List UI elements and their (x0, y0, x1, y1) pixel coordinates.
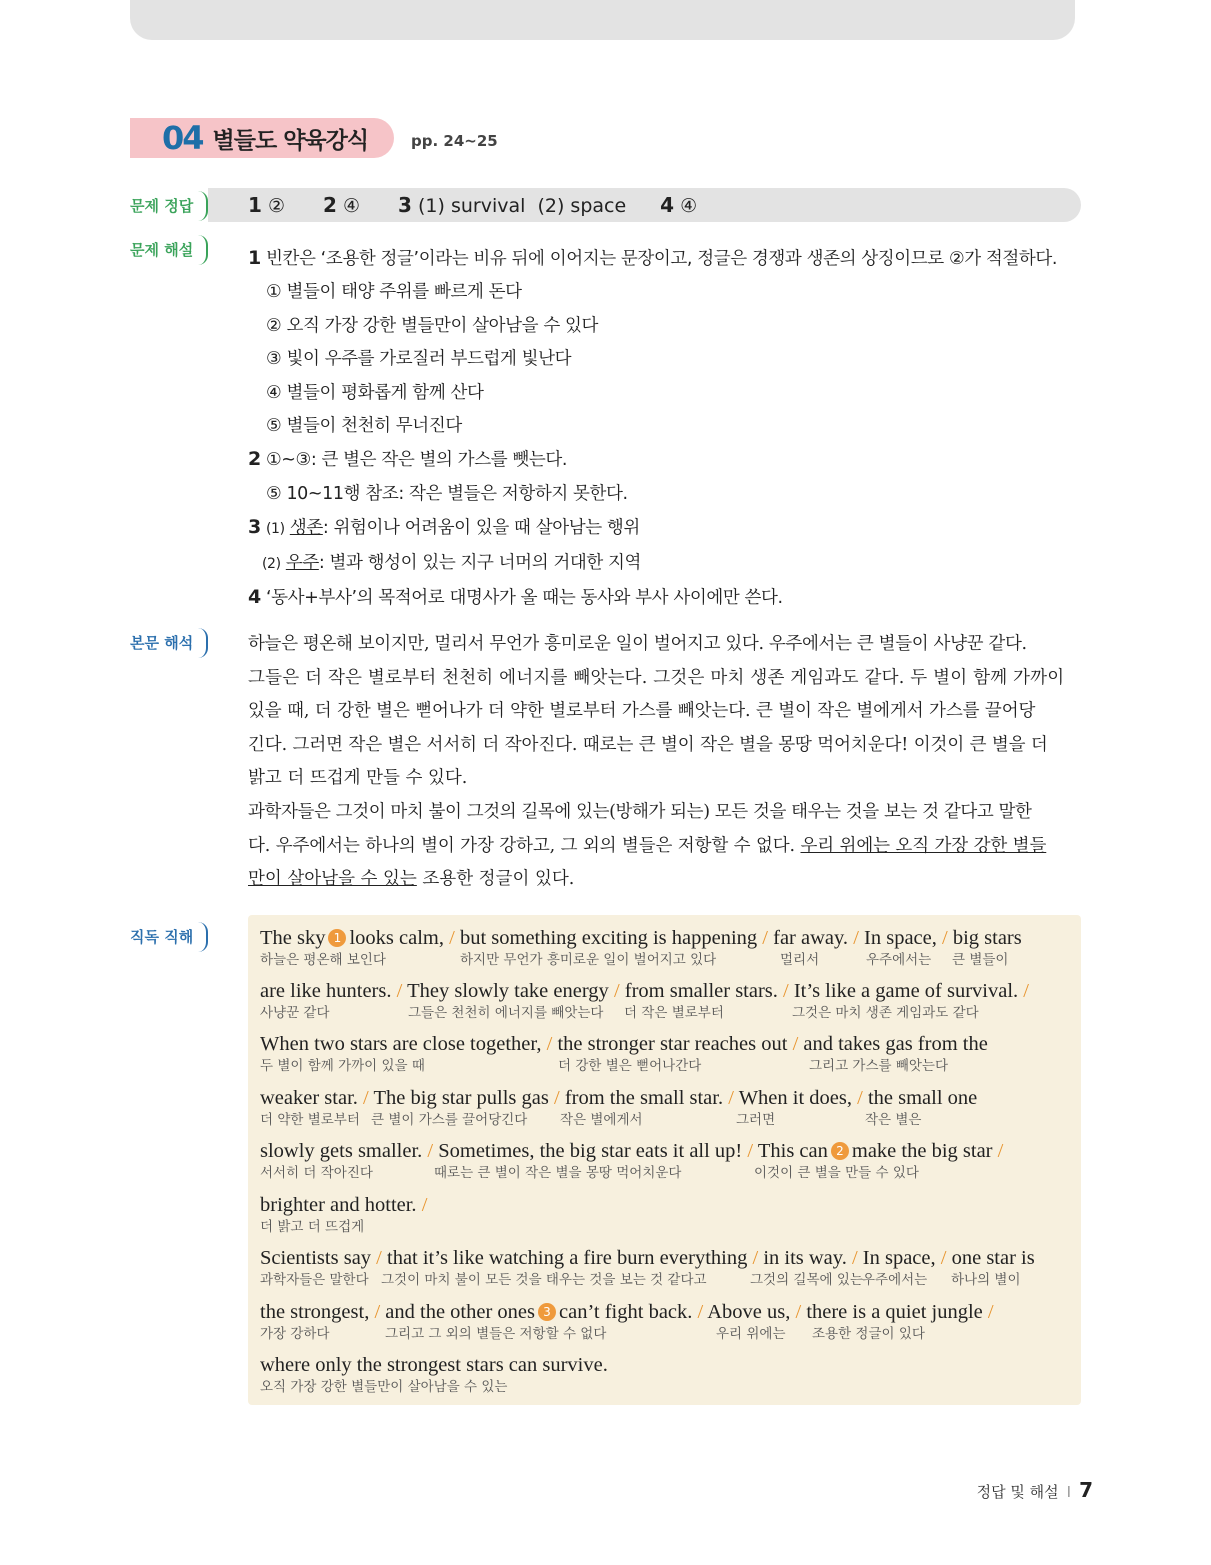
q1-option: ⑤ 별들이 천천히 무너진다 (266, 416, 462, 437)
explanation-q2-note: ⑤ 10~11행 참조: 작은 별들은 저항하지 못한다. (266, 483, 628, 504)
direct-reading-box (248, 915, 1081, 1405)
label-translation: 본문 해석 (130, 628, 208, 658)
answer-4: 4 ④ (660, 193, 698, 217)
page-footer (977, 1478, 1093, 1502)
answer-1: 1 ② (248, 193, 286, 217)
direct-row: are like hunters. / They slowly take energy / from smaller stars. / It’s like a game of survival. / 사냥꾼 같다 그들은 천천히 에너지를 빼앗는다 더 작은 별로부터 그것은 마치 생존 게임과도 같다 (260, 980, 1029, 1021)
translation-line: 하늘은 평온해 보이지만, 멀리서 무언가 흥미로운 일이 벌어지고 있다. 우주에서는 큰 별들이 사냥꾼 같다. (248, 634, 1027, 654)
answer-2: 2 ④ (323, 193, 361, 217)
page-reference: pp. 24~25 (411, 132, 498, 150)
direct-row: When two stars are close together, / the stronger star reaches out / and takes gas from the 두 별이 함께 가까이 있을 때 더 강한 별은 뻗어나간다 그리고 가스를 빼앗는다 (260, 1033, 988, 1074)
q1-option: ③ 빛이 우주를 가로질러 부드럽게 빛난다 (266, 349, 572, 370)
translation-block (248, 628, 1082, 897)
top-header-bar (130, 0, 1075, 40)
explanation-q3: 3 (1) 생존: 위험이나 어려움이 있을 때 살아남는 행위 (248, 516, 640, 539)
translation-line: 다. 우주에서는 하나의 별이 가장 강하고, 그 외의 별들은 저항할 수 없다. 우리 위에는 오직 가장 강한 별들 (248, 835, 1047, 856)
explanation-q4: 4 ‘동사+부사’의 목적어로 대명사가 올 때는 동사와 부사 사이에만 쓴다. (248, 586, 783, 609)
answer-3: 3 (1) survival (2) space (398, 193, 627, 217)
direct-row: where only the strongest stars can survive. 오직 가장 강한 별들만이 살아남을 수 있는 (260, 1354, 608, 1395)
direct-row: slowly gets smaller. / Sometimes, the big star eats it all up! / This can 2 make the big star / 서서히 더 작아진다 때로는 큰 별이 작은 별을 몽땅 먹어치운다 이것이 큰 별을 만들 수 있다 (260, 1140, 1004, 1181)
unit-title-banner (130, 118, 394, 158)
translation-line: 과학자들은 그것이 마치 불이 그것의 길목에 있는(방해가 되는) 모든 것을 태우는 것을 보는 것 같다고 말한 (248, 801, 1032, 822)
page-number: 7 (1079, 1478, 1093, 1502)
marker-1: 1 (328, 929, 346, 947)
label-direct-reading: 직독 직해 (130, 922, 208, 952)
footer-separator: I (1066, 1483, 1072, 1501)
direct-row: Scientists say / that it’s like watching a fire burn everything / in its way. / In space, / one star is 과학자들은 말한다 그것이 마치 불이 모든 것을 태우는 것을 보는 것 같다고 그것의 길목에 있는 우주에서는 하나의 별이 (260, 1247, 1035, 1288)
footer-text: 정답 및 해설 (976, 1483, 1059, 1501)
translation-line: 밝고 더 뜨겁게 만들 수 있다. (248, 768, 468, 789)
explanation-q3-2: (2) 우주: 별과 행성이 있는 지구 너머의 거대한 지역 (262, 552, 642, 573)
unit-title: 별들도 약육강식 (212, 127, 369, 154)
q1-option: ① 별들이 태양 주위를 빠르게 돈다 (266, 282, 522, 303)
explanation-block (248, 242, 1088, 615)
marker-2: 2 (831, 1142, 849, 1160)
direct-row: brighter and hotter. / 더 밝고 더 뜨겁게 (260, 1194, 428, 1235)
label-explanation: 문제 해설 (130, 235, 208, 265)
explanation-q2: 2 ①~③: 큰 별은 작은 별의 가스를 뺏는다. (248, 448, 568, 471)
direct-row: The sky 1 looks calm, / but something exciting is happening / far away. / In space, / big stars 하늘은 평온해 보인다 하지만 무언가 흥미로운 일이 벌어지고 있다 멀리서 우주에서는 큰 별들이 (260, 927, 1022, 968)
direct-row: the strongest, / and the other ones 3 can’t fight back. / Above us, / there is a quiet jungle / 가장 강하다 그리고 그 외의 별들은 저항할 수 없다 우리 위에는 조용한 정글이 있다 (260, 1301, 994, 1342)
translation-line: 있을 때, 더 강한 별은 뻗어나가 더 약한 별로부터 가스를 빼앗는다. 큰 별이 작은 별에게서 가스를 끌어당 (248, 701, 1036, 722)
label-answers: 문제 정답 (130, 191, 208, 221)
q1-option: ④ 별들이 평화롭게 함께 산다 (266, 382, 484, 403)
translation-line: 긴다. 그러면 작은 별은 서서히 더 작아진다. 때로는 큰 별이 작은 별을 몽땅 먹어치운다! 이것이 큰 별을 더 (248, 734, 1048, 755)
marker-3: 3 (538, 1303, 556, 1321)
explanation-q1: 1 빈칸은 ‘조용한 정글’이라는 비유 뒤에 이어지는 문장이고, 정글은 경쟁과 생존의 상징이므로 ②가 적절하다. (248, 247, 1058, 269)
q1-option: ② 오직 가장 강한 별들만이 살아남을 수 있다 (266, 315, 599, 336)
unit-number: 04 (162, 119, 203, 157)
translation-line: 그들은 더 작은 별로부터 천천히 에너지를 빼앗는다. 그것은 마치 생존 게임과도 같다. 두 별이 함께 가까이 (248, 667, 1065, 688)
answer-bar (208, 188, 1081, 222)
direct-row: weaker star. / The big star pulls gas / from the small star. / When it does, / the small one 더 약한 별로부터 큰 별이 가스를 끌어당긴다 작은 별에게서 그러면 작은 별은 (260, 1087, 978, 1128)
translation-line: 만이 살아남을 수 있는 조용한 정글이 있다. (248, 869, 575, 890)
